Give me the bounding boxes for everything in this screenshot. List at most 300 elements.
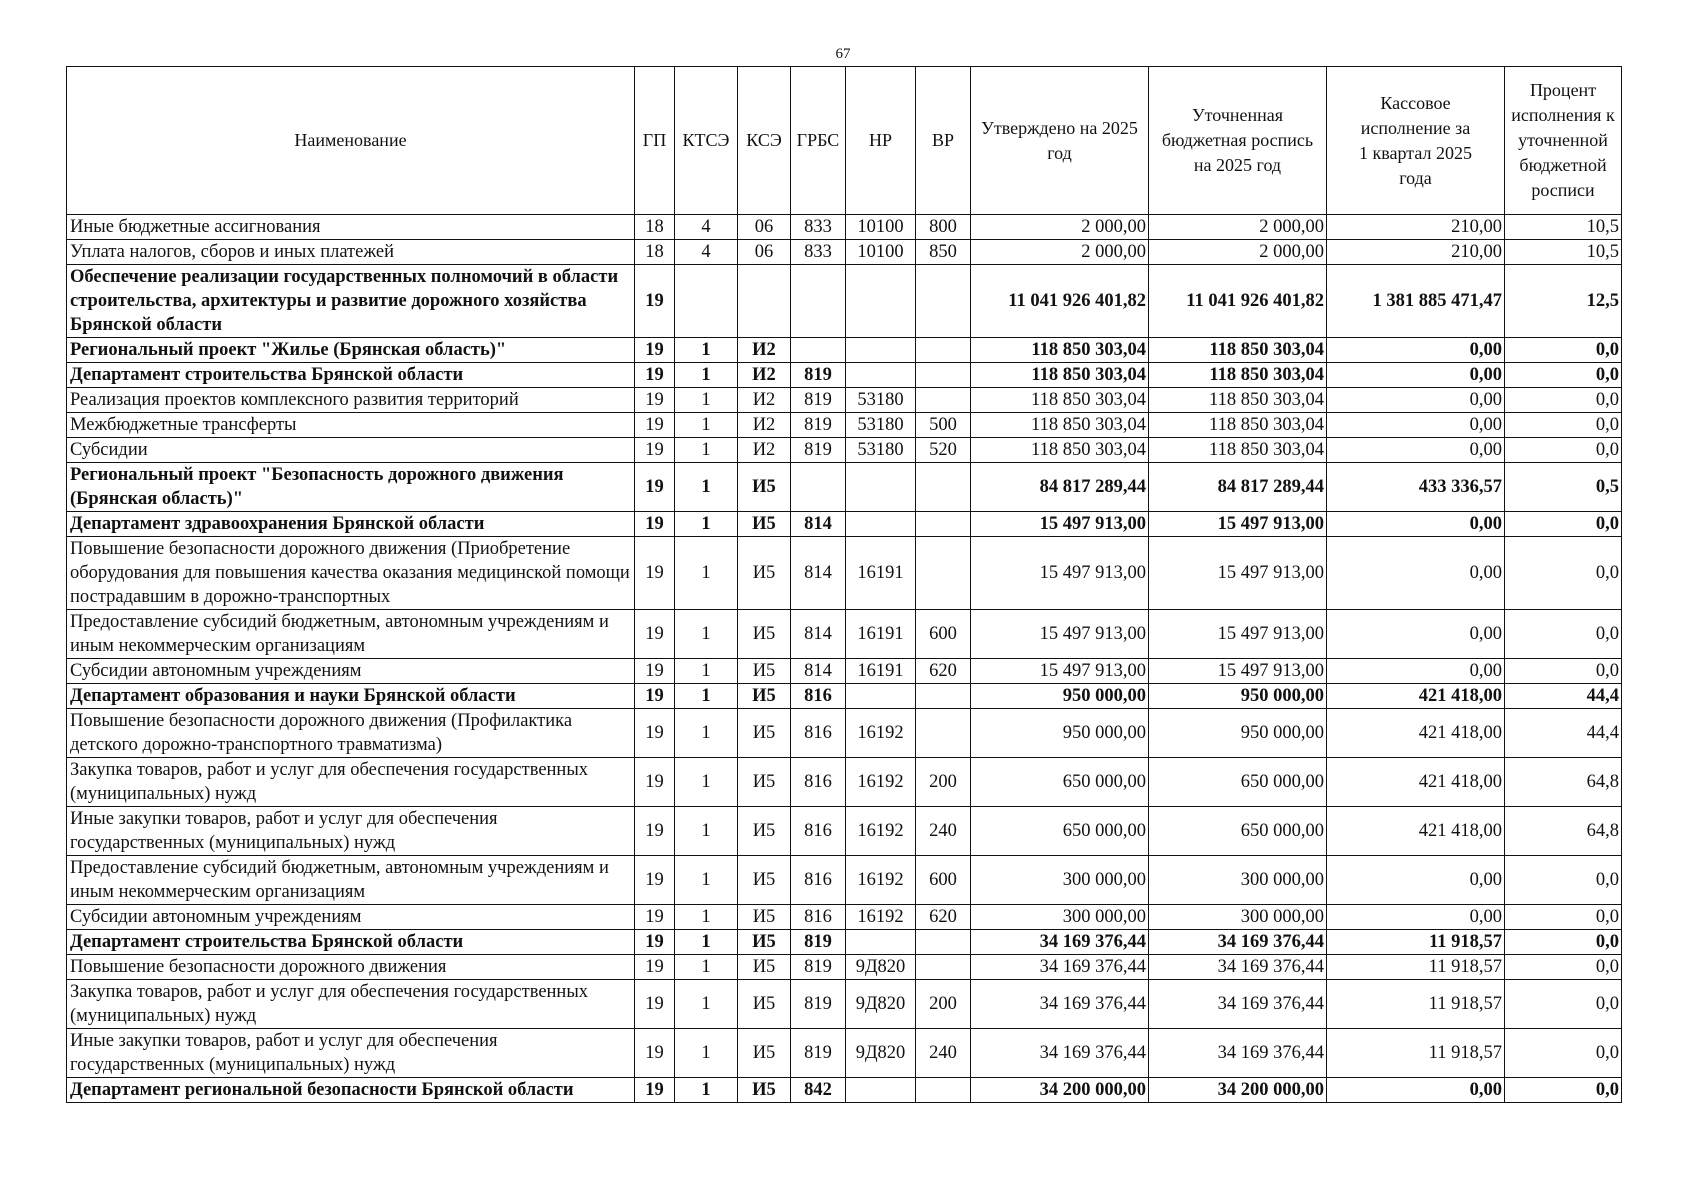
cell-grbs: 819 bbox=[791, 1029, 846, 1078]
cell-percent: 0,0 bbox=[1505, 1078, 1622, 1103]
cell-name: Повышение безопасности дорожного движения (Профилактика детского дорожно-транспортного травматизма) bbox=[67, 709, 635, 758]
cell-ktse: 1 bbox=[675, 758, 738, 807]
cell-grbs: 819 bbox=[791, 980, 846, 1029]
cell-gp: 19 bbox=[635, 438, 675, 463]
cell-ktse: 1 bbox=[675, 1078, 738, 1103]
cell-refined: 118 850 303,04 bbox=[1149, 413, 1327, 438]
cell-name: Закупка товаров, работ и услуг для обеспечения государственных (муниципальных) нужд bbox=[67, 980, 635, 1029]
cell-percent: 0,0 bbox=[1505, 610, 1622, 659]
cell-grbs: 833 bbox=[791, 215, 846, 240]
cell-percent: 0,0 bbox=[1505, 438, 1622, 463]
cell-nr: 10100 bbox=[846, 240, 916, 265]
cell-kse: И5 bbox=[738, 463, 791, 512]
cell-cash: 421 418,00 bbox=[1327, 758, 1505, 807]
cell-refined: 300 000,00 bbox=[1149, 856, 1327, 905]
cell-cash: 0,00 bbox=[1327, 438, 1505, 463]
header-refined: Уточненная бюджетная роспись на 2025 год bbox=[1149, 67, 1327, 215]
cell-kse: И2 bbox=[738, 338, 791, 363]
cell-cash: 11 918,57 bbox=[1327, 1029, 1505, 1078]
table-row bbox=[67, 1078, 1622, 1103]
cell-ktse: 1 bbox=[675, 438, 738, 463]
header-grbs: ГРБС bbox=[791, 67, 846, 215]
cell-grbs: 814 bbox=[791, 610, 846, 659]
cell-vr bbox=[916, 265, 971, 338]
cell-grbs bbox=[791, 338, 846, 363]
cell-nr bbox=[846, 363, 916, 388]
cell-ktse: 1 bbox=[675, 610, 738, 659]
cell-gp: 19 bbox=[635, 659, 675, 684]
cell-refined: 34 200 000,00 bbox=[1149, 1078, 1327, 1103]
cell-kse: И2 bbox=[738, 363, 791, 388]
cell-kse: И5 bbox=[738, 980, 791, 1029]
cell-refined: 15 497 913,00 bbox=[1149, 610, 1327, 659]
cell-vr: 200 bbox=[916, 758, 971, 807]
cell-ktse: 1 bbox=[675, 1029, 738, 1078]
cell-refined: 650 000,00 bbox=[1149, 758, 1327, 807]
cell-percent: 0,0 bbox=[1505, 512, 1622, 537]
cell-ktse: 1 bbox=[675, 659, 738, 684]
cell-percent: 0,0 bbox=[1505, 413, 1622, 438]
cell-refined: 34 169 376,44 bbox=[1149, 930, 1327, 955]
cell-kse: И5 bbox=[738, 610, 791, 659]
table-row bbox=[67, 905, 1622, 930]
cell-gp: 19 bbox=[635, 413, 675, 438]
cell-kse: И5 bbox=[738, 930, 791, 955]
cell-ktse: 1 bbox=[675, 338, 738, 363]
cell-name: Предоставление субсидий бюджетным, автономным учреждениям и иным некоммерческим организациям bbox=[67, 856, 635, 905]
cell-refined: 34 169 376,44 bbox=[1149, 980, 1327, 1029]
cell-grbs: 814 bbox=[791, 537, 846, 610]
cell-grbs: 819 bbox=[791, 413, 846, 438]
cell-percent: 0,0 bbox=[1505, 955, 1622, 980]
cell-gp: 19 bbox=[635, 856, 675, 905]
cell-gp: 19 bbox=[635, 955, 675, 980]
header-vr: ВР bbox=[916, 67, 971, 215]
cell-refined: 84 817 289,44 bbox=[1149, 463, 1327, 512]
cell-name: Региональный проект "Жилье (Брянская область)" bbox=[67, 338, 635, 363]
cell-gp: 19 bbox=[635, 1078, 675, 1103]
cell-percent: 44,4 bbox=[1505, 684, 1622, 709]
cell-grbs: 819 bbox=[791, 930, 846, 955]
cell-nr: 16192 bbox=[846, 905, 916, 930]
cell-ktse: 1 bbox=[675, 363, 738, 388]
cell-ktse: 4 bbox=[675, 240, 738, 265]
cell-vr bbox=[916, 388, 971, 413]
cell-nr: 53180 bbox=[846, 388, 916, 413]
cell-kse: И5 bbox=[738, 512, 791, 537]
cell-refined: 34 169 376,44 bbox=[1149, 955, 1327, 980]
cell-approved: 300 000,00 bbox=[971, 905, 1149, 930]
cell-grbs bbox=[791, 463, 846, 512]
cell-gp: 19 bbox=[635, 610, 675, 659]
cell-cash: 210,00 bbox=[1327, 240, 1505, 265]
cell-cash: 0,00 bbox=[1327, 413, 1505, 438]
cell-cash: 0,00 bbox=[1327, 905, 1505, 930]
cell-grbs: 819 bbox=[791, 955, 846, 980]
cell-nr: 10100 bbox=[846, 215, 916, 240]
table-row bbox=[67, 338, 1622, 363]
cell-name: Повышение безопасности дорожного движения bbox=[67, 955, 635, 980]
cell-gp: 18 bbox=[635, 215, 675, 240]
cell-grbs: 816 bbox=[791, 856, 846, 905]
cell-cash: 0,00 bbox=[1327, 1078, 1505, 1103]
page-number: 67 bbox=[835, 46, 851, 62]
cell-nr bbox=[846, 265, 916, 338]
cell-name: Департамент здравоохранения Брянской области bbox=[67, 512, 635, 537]
cell-percent: 0,0 bbox=[1505, 930, 1622, 955]
cell-name: Межбюджетные трансферты bbox=[67, 413, 635, 438]
cell-vr: 520 bbox=[916, 438, 971, 463]
cell-name: Департамент строительства Брянской области bbox=[67, 930, 635, 955]
cell-approved: 15 497 913,00 bbox=[971, 610, 1149, 659]
cell-percent: 10,5 bbox=[1505, 215, 1622, 240]
cell-grbs: 819 bbox=[791, 438, 846, 463]
cell-ktse: 1 bbox=[675, 856, 738, 905]
table-row bbox=[67, 684, 1622, 709]
cell-percent: 0,0 bbox=[1505, 905, 1622, 930]
table-row bbox=[67, 240, 1622, 265]
cell-gp: 19 bbox=[635, 709, 675, 758]
cell-vr: 800 bbox=[916, 215, 971, 240]
table-row bbox=[67, 512, 1622, 537]
cell-percent: 0,5 bbox=[1505, 463, 1622, 512]
table-header-row bbox=[67, 67, 1622, 215]
cell-name: Департамент образования и науки Брянской области bbox=[67, 684, 635, 709]
cell-cash: 0,00 bbox=[1327, 512, 1505, 537]
cell-approved: 15 497 913,00 bbox=[971, 537, 1149, 610]
table-row bbox=[67, 363, 1622, 388]
cell-name: Уплата налогов, сборов и иных платежей bbox=[67, 240, 635, 265]
cell-name: Иные закупки товаров, работ и услуг для обеспечения государственных (муниципальных) нужд bbox=[67, 1029, 635, 1078]
cell-approved: 34 169 376,44 bbox=[971, 1029, 1149, 1078]
cell-cash: 0,00 bbox=[1327, 610, 1505, 659]
cell-percent: 0,0 bbox=[1505, 537, 1622, 610]
table-row bbox=[67, 856, 1622, 905]
cell-nr: 16192 bbox=[846, 709, 916, 758]
table-row bbox=[67, 265, 1622, 338]
cell-cash: 0,00 bbox=[1327, 388, 1505, 413]
table-row bbox=[67, 659, 1622, 684]
cell-approved: 34 200 000,00 bbox=[971, 1078, 1149, 1103]
cell-nr bbox=[846, 684, 916, 709]
header-approved: Утверждено на 2025 год bbox=[971, 67, 1149, 215]
cell-gp: 19 bbox=[635, 905, 675, 930]
cell-gp: 19 bbox=[635, 512, 675, 537]
cell-nr bbox=[846, 512, 916, 537]
cell-grbs: 816 bbox=[791, 684, 846, 709]
cell-ktse: 1 bbox=[675, 684, 738, 709]
cell-gp: 19 bbox=[635, 363, 675, 388]
cell-gp: 19 bbox=[635, 1029, 675, 1078]
cell-cash: 421 418,00 bbox=[1327, 807, 1505, 856]
cell-nr bbox=[846, 1078, 916, 1103]
cell-vr bbox=[916, 930, 971, 955]
cell-refined: 11 041 926 401,82 bbox=[1149, 265, 1327, 338]
cell-approved: 15 497 913,00 bbox=[971, 659, 1149, 684]
cell-nr: 16191 bbox=[846, 659, 916, 684]
cell-name: Департамент региональной безопасности Брянской области bbox=[67, 1078, 635, 1103]
cell-kse: И5 bbox=[738, 709, 791, 758]
cell-gp: 19 bbox=[635, 684, 675, 709]
cell-percent: 0,0 bbox=[1505, 363, 1622, 388]
header-kse: КСЭ bbox=[738, 67, 791, 215]
cell-name: Региональный проект "Безопасность дорожного движения (Брянская область)" bbox=[67, 463, 635, 512]
cell-kse: И2 bbox=[738, 438, 791, 463]
cell-approved: 950 000,00 bbox=[971, 709, 1149, 758]
cell-vr: 240 bbox=[916, 807, 971, 856]
cell-kse: И5 bbox=[738, 955, 791, 980]
cell-refined: 950 000,00 bbox=[1149, 709, 1327, 758]
cell-approved: 84 817 289,44 bbox=[971, 463, 1149, 512]
cell-cash: 210,00 bbox=[1327, 215, 1505, 240]
cell-percent: 64,8 bbox=[1505, 807, 1622, 856]
cell-kse: И2 bbox=[738, 413, 791, 438]
cell-percent: 0,0 bbox=[1505, 338, 1622, 363]
cell-refined: 118 850 303,04 bbox=[1149, 438, 1327, 463]
cell-refined: 15 497 913,00 bbox=[1149, 537, 1327, 610]
cell-approved: 34 169 376,44 bbox=[971, 955, 1149, 980]
cell-nr: 16191 bbox=[846, 537, 916, 610]
cell-name: Субсидии bbox=[67, 438, 635, 463]
cell-percent: 0,0 bbox=[1505, 388, 1622, 413]
cell-refined: 15 497 913,00 bbox=[1149, 659, 1327, 684]
cell-kse: И5 bbox=[738, 807, 791, 856]
cell-percent: 10,5 bbox=[1505, 240, 1622, 265]
header-name: Наименование bbox=[67, 67, 635, 215]
cell-nr: 16192 bbox=[846, 856, 916, 905]
cell-vr: 600 bbox=[916, 856, 971, 905]
cell-grbs: 816 bbox=[791, 807, 846, 856]
cell-vr bbox=[916, 1078, 971, 1103]
cell-kse: И5 bbox=[738, 659, 791, 684]
cell-nr: 9Д820 bbox=[846, 955, 916, 980]
cell-cash: 0,00 bbox=[1327, 363, 1505, 388]
cell-ktse bbox=[675, 265, 738, 338]
cell-grbs: 842 bbox=[791, 1078, 846, 1103]
cell-refined: 118 850 303,04 bbox=[1149, 363, 1327, 388]
cell-vr bbox=[916, 363, 971, 388]
table-row bbox=[67, 930, 1622, 955]
header-ktse: КТСЭ bbox=[675, 67, 738, 215]
cell-vr: 850 bbox=[916, 240, 971, 265]
cell-ktse: 1 bbox=[675, 955, 738, 980]
cell-cash: 0,00 bbox=[1327, 856, 1505, 905]
header-nr: НР bbox=[846, 67, 916, 215]
header-gp: ГП bbox=[635, 67, 675, 215]
cell-cash: 0,00 bbox=[1327, 338, 1505, 363]
cell-grbs: 814 bbox=[791, 512, 846, 537]
cell-name: Предоставление субсидий бюджетным, автономным учреждениям и иным некоммерческим организациям bbox=[67, 610, 635, 659]
cell-approved: 118 850 303,04 bbox=[971, 438, 1149, 463]
table-row bbox=[67, 610, 1622, 659]
cell-grbs: 816 bbox=[791, 709, 846, 758]
cell-kse: И5 bbox=[738, 537, 791, 610]
header-cash: Кассовое исполнение за 1 квартал 2025 года bbox=[1327, 67, 1505, 215]
cell-percent: 0,0 bbox=[1505, 856, 1622, 905]
cell-percent: 12,5 bbox=[1505, 265, 1622, 338]
cell-approved: 15 497 913,00 bbox=[971, 512, 1149, 537]
cell-nr: 9Д820 bbox=[846, 980, 916, 1029]
cell-grbs bbox=[791, 265, 846, 338]
cell-ktse: 1 bbox=[675, 463, 738, 512]
cell-percent: 64,8 bbox=[1505, 758, 1622, 807]
cell-ktse: 1 bbox=[675, 709, 738, 758]
cell-approved: 34 169 376,44 bbox=[971, 930, 1149, 955]
cell-gp: 19 bbox=[635, 338, 675, 363]
cell-kse: И5 bbox=[738, 856, 791, 905]
cell-vr bbox=[916, 537, 971, 610]
cell-vr bbox=[916, 338, 971, 363]
cell-cash: 11 918,57 bbox=[1327, 980, 1505, 1029]
cell-nr: 16192 bbox=[846, 758, 916, 807]
cell-ktse: 1 bbox=[675, 905, 738, 930]
cell-kse: И5 bbox=[738, 905, 791, 930]
cell-vr: 200 bbox=[916, 980, 971, 1029]
cell-percent: 44,4 bbox=[1505, 709, 1622, 758]
cell-cash: 421 418,00 bbox=[1327, 684, 1505, 709]
cell-refined: 950 000,00 bbox=[1149, 684, 1327, 709]
cell-name: Субсидии автономным учреждениям bbox=[67, 659, 635, 684]
cell-cash: 0,00 bbox=[1327, 659, 1505, 684]
cell-refined: 650 000,00 bbox=[1149, 807, 1327, 856]
cell-cash: 433 336,57 bbox=[1327, 463, 1505, 512]
cell-nr bbox=[846, 930, 916, 955]
table-row bbox=[67, 955, 1622, 980]
cell-gp: 19 bbox=[635, 980, 675, 1029]
cell-approved: 11 041 926 401,82 bbox=[971, 265, 1149, 338]
cell-ktse: 1 bbox=[675, 980, 738, 1029]
cell-vr: 500 bbox=[916, 413, 971, 438]
cell-approved: 650 000,00 bbox=[971, 807, 1149, 856]
header-percent: Процент исполнения к уточненной бюджетной росписи bbox=[1505, 67, 1622, 215]
cell-vr: 600 bbox=[916, 610, 971, 659]
table-body bbox=[67, 215, 1622, 1103]
table-row bbox=[67, 537, 1622, 610]
cell-cash: 1 381 885 471,47 bbox=[1327, 265, 1505, 338]
cell-gp: 19 bbox=[635, 265, 675, 338]
cell-approved: 118 850 303,04 bbox=[971, 338, 1149, 363]
cell-nr: 16192 bbox=[846, 807, 916, 856]
table-row bbox=[67, 980, 1622, 1029]
cell-ktse: 1 bbox=[675, 807, 738, 856]
cell-approved: 300 000,00 bbox=[971, 856, 1149, 905]
cell-refined: 15 497 913,00 bbox=[1149, 512, 1327, 537]
cell-percent: 0,0 bbox=[1505, 659, 1622, 684]
cell-gp: 19 bbox=[635, 388, 675, 413]
cell-vr: 620 bbox=[916, 905, 971, 930]
cell-grbs: 816 bbox=[791, 905, 846, 930]
cell-approved: 2 000,00 bbox=[971, 215, 1149, 240]
cell-vr bbox=[916, 709, 971, 758]
cell-ktse: 1 bbox=[675, 512, 738, 537]
cell-ktse: 1 bbox=[675, 930, 738, 955]
table-row bbox=[67, 709, 1622, 758]
cell-ktse: 1 bbox=[675, 388, 738, 413]
cell-name: Повышение безопасности дорожного движения (Приобретение оборудования для повышения качества оказания медицинской помощи пострадавшим в дорожно-транспортных bbox=[67, 537, 635, 610]
cell-gp: 19 bbox=[635, 807, 675, 856]
cell-gp: 19 bbox=[635, 463, 675, 512]
cell-name: Закупка товаров, работ и услуг для обеспечения государственных (муниципальных) нужд bbox=[67, 758, 635, 807]
cell-vr bbox=[916, 463, 971, 512]
cell-approved: 2 000,00 bbox=[971, 240, 1149, 265]
cell-nr: 9Д820 bbox=[846, 1029, 916, 1078]
table-row bbox=[67, 807, 1622, 856]
cell-refined: 300 000,00 bbox=[1149, 905, 1327, 930]
cell-approved: 950 000,00 bbox=[971, 684, 1149, 709]
cell-nr bbox=[846, 338, 916, 363]
cell-vr bbox=[916, 684, 971, 709]
table-row bbox=[67, 463, 1622, 512]
cell-nr: 53180 bbox=[846, 438, 916, 463]
cell-nr bbox=[846, 463, 916, 512]
cell-name: Реализация проектов комплексного развития территорий bbox=[67, 388, 635, 413]
cell-gp: 19 bbox=[635, 758, 675, 807]
cell-name: Иные бюджетные ассигнования bbox=[67, 215, 635, 240]
cell-grbs: 819 bbox=[791, 363, 846, 388]
cell-kse: И5 bbox=[738, 684, 791, 709]
cell-approved: 118 850 303,04 bbox=[971, 388, 1149, 413]
cell-percent: 0,0 bbox=[1505, 1029, 1622, 1078]
cell-kse: 06 bbox=[738, 215, 791, 240]
cell-percent: 0,0 bbox=[1505, 980, 1622, 1029]
cell-vr: 240 bbox=[916, 1029, 971, 1078]
cell-kse: И5 bbox=[738, 1078, 791, 1103]
cell-cash: 11 918,57 bbox=[1327, 955, 1505, 980]
cell-vr: 620 bbox=[916, 659, 971, 684]
cell-name: Обеспечение реализации государственных полномочий в области строительства, архитектуры и развитие дорожного хозяйства Брянской области bbox=[67, 265, 635, 338]
cell-cash: 421 418,00 bbox=[1327, 709, 1505, 758]
cell-ktse: 1 bbox=[675, 413, 738, 438]
table-row bbox=[67, 438, 1622, 463]
cell-gp: 18 bbox=[635, 240, 675, 265]
cell-refined: 2 000,00 bbox=[1149, 240, 1327, 265]
cell-cash: 0,00 bbox=[1327, 537, 1505, 610]
cell-grbs: 833 bbox=[791, 240, 846, 265]
cell-refined: 34 169 376,44 bbox=[1149, 1029, 1327, 1078]
cell-cash: 11 918,57 bbox=[1327, 930, 1505, 955]
cell-gp: 19 bbox=[635, 930, 675, 955]
cell-grbs: 814 bbox=[791, 659, 846, 684]
cell-kse: И5 bbox=[738, 1029, 791, 1078]
cell-kse bbox=[738, 265, 791, 338]
table-row bbox=[67, 413, 1622, 438]
cell-name: Субсидии автономным учреждениям bbox=[67, 905, 635, 930]
cell-kse: И5 bbox=[738, 758, 791, 807]
cell-kse: И2 bbox=[738, 388, 791, 413]
cell-ktse: 1 bbox=[675, 537, 738, 610]
cell-vr bbox=[916, 955, 971, 980]
cell-vr bbox=[916, 512, 971, 537]
cell-name: Департамент строительства Брянской области bbox=[67, 363, 635, 388]
cell-approved: 34 169 376,44 bbox=[971, 980, 1149, 1029]
cell-grbs: 819 bbox=[791, 388, 846, 413]
table-row bbox=[67, 758, 1622, 807]
cell-grbs: 816 bbox=[791, 758, 846, 807]
cell-gp: 19 bbox=[635, 537, 675, 610]
cell-approved: 118 850 303,04 bbox=[971, 363, 1149, 388]
cell-name: Иные закупки товаров, работ и услуг для обеспечения государственных (муниципальных) нужд bbox=[67, 807, 635, 856]
cell-approved: 118 850 303,04 bbox=[971, 413, 1149, 438]
cell-refined: 118 850 303,04 bbox=[1149, 388, 1327, 413]
table-row bbox=[67, 1029, 1622, 1078]
cell-nr: 53180 bbox=[846, 413, 916, 438]
budget-table bbox=[66, 66, 1622, 1103]
cell-approved: 650 000,00 bbox=[971, 758, 1149, 807]
table-row bbox=[67, 388, 1622, 413]
table-row bbox=[67, 215, 1622, 240]
cell-nr: 16191 bbox=[846, 610, 916, 659]
cell-refined: 2 000,00 bbox=[1149, 215, 1327, 240]
